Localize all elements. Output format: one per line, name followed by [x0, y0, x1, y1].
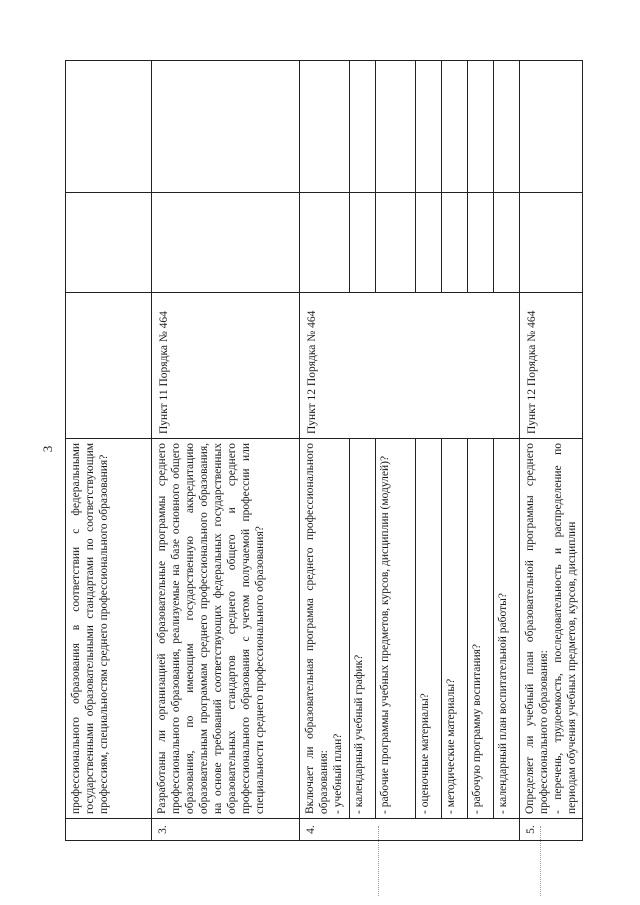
notes-cell: [66, 61, 152, 193]
notes-cell: [375, 61, 415, 193]
answer-cell: [415, 193, 441, 293]
table-row: [375, 61, 415, 841]
table-row: [66, 61, 152, 841]
reference-cell: Пункт 11 Порядка № 464: [152, 293, 300, 439]
reference-cell: [66, 293, 152, 439]
answer-cell: [66, 193, 152, 293]
notes-cell: [300, 61, 349, 193]
subitem-cell: - оценочные материалы?: [415, 439, 441, 819]
question-cell: профессионального образования в соответствии с федеральными государственными образовательными стандартами по соответствующим профессиям, специальностям среднего профессионального образования?: [66, 439, 152, 819]
checklist-table: [65, 60, 583, 841]
subitem-cell: - методические материалы?: [441, 439, 467, 819]
table-row: [349, 61, 375, 841]
table-row: [493, 61, 519, 841]
answer-cell: [493, 193, 519, 293]
notes-cell: [467, 61, 493, 193]
notes-cell: [152, 61, 300, 193]
page-number: 3: [40, 445, 55, 453]
reference-cell: Пункт 12 Порядка № 464: [300, 293, 519, 439]
question-cell: [519, 439, 582, 819]
row-number: 3.: [152, 819, 300, 841]
notes-cell: [349, 61, 375, 193]
table-row: [300, 61, 349, 841]
subitem-cell: - рабочие программы учебных предметов, курсов, дисциплин (модулей)?: [375, 439, 415, 819]
answer-cell: [152, 193, 300, 293]
table-row: [519, 61, 582, 841]
reference-cell: Пункт 12 Порядка № 464: [519, 293, 582, 439]
subitem-cell: - календарный учебный график?: [349, 439, 375, 819]
table-row: [415, 61, 441, 841]
question-text: Включает ли образовательная программа среднего профессионального образования:: [304, 443, 331, 814]
subitem-text: - перечень, трудоемкость, последовательность и распределение по периодам обучения учебных предметов, курсов, дисциплин: [551, 443, 578, 814]
row-number: 5.: [519, 819, 582, 841]
question-text: Определяет ли учебный план образовательной программы среднего профессионального образования:: [523, 443, 550, 814]
table-row: [441, 61, 467, 841]
table-row: [467, 61, 493, 841]
answer-cell: [300, 193, 349, 293]
notes-cell: [415, 61, 441, 193]
notes-cell: [441, 61, 467, 193]
answer-cell: [441, 193, 467, 293]
subitem-cell: - рабочую программу воспитания?: [467, 439, 493, 819]
question-cell: [300, 439, 349, 819]
subitem-text: - учебный план?: [332, 733, 345, 814]
notes-cell: [493, 61, 519, 193]
row-number: 4.: [300, 819, 519, 841]
answer-cell: [375, 193, 415, 293]
question-cell: Разработаны ли организацией образовательные программы среднего профессионального образования, реализуемые на базе основного общего образования, по имеющим государственную аккредитацию образовательным программам среднего профессионального образования, на основе требований соответствующих федеральных государственных образовательных стандартов среднего общего и среднего профессионального образования с учетом получаемой профессии или специальности среднего профессионального образования?: [152, 439, 300, 819]
row-number: [66, 819, 152, 841]
notes-cell: [519, 61, 582, 193]
table-row: [152, 61, 300, 841]
scan-artifact: [540, 826, 541, 896]
answer-cell: [519, 193, 582, 293]
subitem-cell: - календарный план воспитательной работы?: [493, 439, 519, 819]
answer-cell: [349, 193, 375, 293]
rotated-table-wrapper: [65, 61, 583, 841]
scan-artifact: [378, 826, 379, 896]
answer-cell: [467, 193, 493, 293]
